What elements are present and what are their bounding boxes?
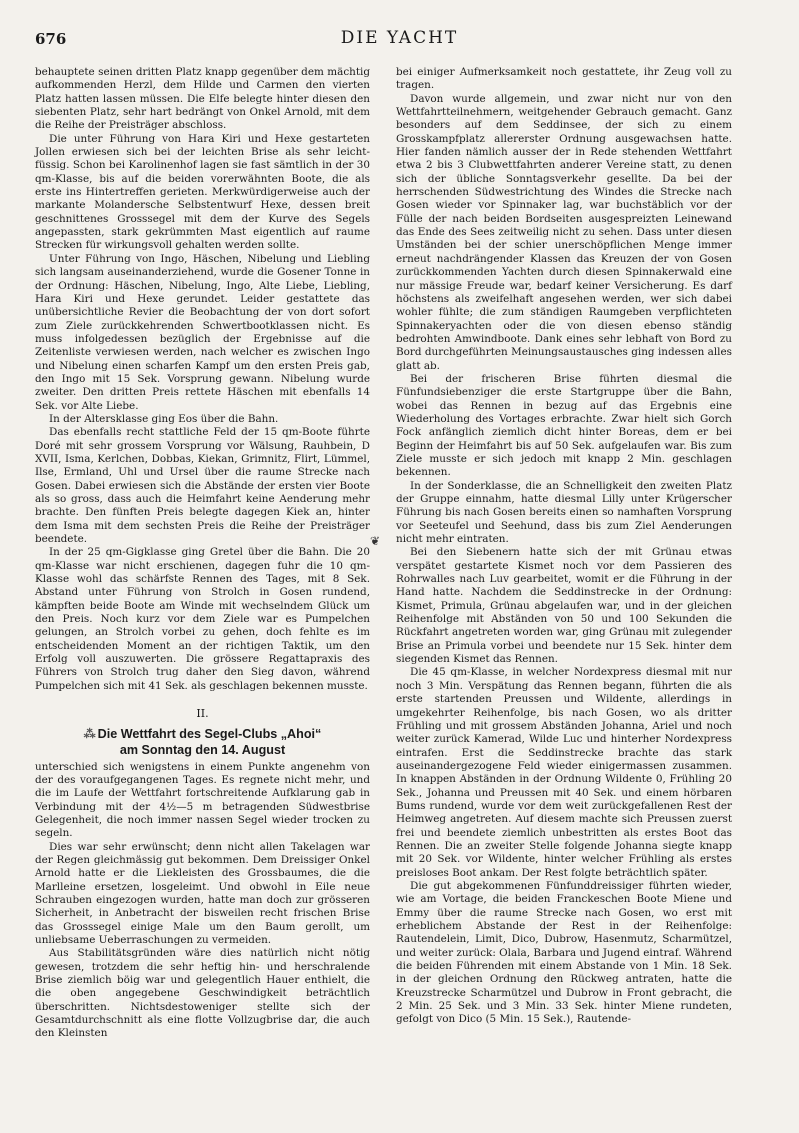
section-paragraph: unterschied sich wenigstens in einem Punkte angenehm von der des voraufgegangenen Tages. Es regnete nicht mehr, und die im Laufe der Wettfahrt fortschreitende Aufklarung gab in Verbindung mit der 4½—5 m betragenden Südwestbrise Gelegenheit, die noch immer nassen Segel wieder trocken zu segeln. <box>35 760 370 840</box>
right-paragraph: Bei den Siebenern hatte sich der mit Grünau etwas verspätet gestartete Kismet noch vor dem Passieren des Rohrwalles nach Luv gearbeitet, womit er die Führung in der Hand hatte. Nachdem die Seddinstrecke in der Ordnung: Kismet, Primula, Grünau abgelaufen war, und in der gleichen Reihenfolge mit Abständen von 50 und 100 Sekunden die Rückfahrt angetreten worden war, ging Grünau mit zulegender Brise an Primula vorbei und beendete nur 15 Sek. hinter dem siegenden Kismet das Rennen. <box>396 546 732 666</box>
article-title <box>35 726 370 758</box>
right-paragraph: Bei der frischeren Brise führten diesmal die Fünfundsiebenziger die erste Startgruppe über die Bahn, wobei das Rennen in bezug auf das Ergebnis eine Wiederholung des Vortages erbrachte. Zwar hielt sich Gorch Fock anfänglich ziemlich dicht hinter Boreas, dem er bei Beginn der Heimfahrt bis auf 50 Sek. aufgelaufen war. Bis zum Ziele musste er sich jedoch mit knapp 2 Min. geschlagen bekennen. <box>396 372 732 479</box>
left-paragraph: Das ebenfalls recht stattliche Feld der 15 qm-Boote führte Doré mit sehr grossem Vorsprung vor Wälsung, Rauhbein, D XVII, Isma, Kerlchen, Dobbas, Kiekan, Grimnitz, Flirt, Lümmel, Ilse, Ermland, Uhl und Ursel über die raume Strecke nach Gosen. Dabei erwiesen sich die Abstände der ersten vier Boote als so gross, dass auch die Heimfahrt keine Aenderung mehr brachte. Den fünften Preis belegte dagegen Kiek an, hinter dem Isma mit dem sechsten Preis die Reihe der Preisträger beendete. <box>35 426 370 546</box>
section-number: II. <box>196 707 209 721</box>
article-title-line2: am Sonntag den 14. August <box>119 742 286 757</box>
right-paragraph: Davon wurde allgemein, und zwar nicht nur von den Wettfahrtteilnehmern, weitgehender Gebrauch gemacht. Ganz besonders auf dem Seddinsee, der sich zu einem Grosskampfplatz allererster Ordnung ausgewachsen hatte. Hier fanden nämlich ausser der in Rede stehenden Wettfahrt etwa 2 bis 3 Clubwettfahrten anderer Vereine statt, zu denen sich der übliche Sonntagsverkehr gesellte. Da bei der herrschenden Südwestrichtung des Windes die Strecke nach Gosen wieder vor Spinnaker lag, war buchstäblich vor der Fülle der nach beiden Bordseiten ausgespreizten Leinewand das Ende des Sees zeitweilig nicht zu sehen. Dass unter diesen Umständen bei der schier unerschöpflichen Menge immer erneut nachdrängender Klassen das Kreuzen der von Gosen zurückkommenden Yachten durch diesen Spinnakerwald eine nur mässige Freude war, bedarf keiner Versicherung. Es darf höchstens als zweifelhaft angesehen werden, wer sich dabei wohler fühlte; die zum ständigen Raumgeben verpflichteten Spinnakeryachten oder die von diesen ebenso ständig bedrohten Amwindboote. Dank eines sehr lebhaft von Bord zu Bord durchgeführten Meinungsaustausches ging indessen alles glatt ab. <box>396 92 732 372</box>
running-title: DIE YACHT <box>340 28 459 48</box>
margin-mark-icon: ❦ <box>370 534 381 548</box>
ornament-icon: ⁂ <box>83 726 96 741</box>
right-paragraph: Die gut abgekommenen Fünfunddreissiger führten wieder, wie am Vortage, die beiden Franckeschen Boote Miene und Emmy über die raume Strecke nach Gosen, wo erst mit erheblichem Abstande der Rest in der Reihenfolge: Rautendelein, Limit, Dico, Dubrow, Hasenmutz, Scharmützel, und weiter zurück: Olala, Barbara und Jugend eintraf. Während die beiden Führenden mit einem Abstande von 1 Min. 18 Sek. in der gleichen Ordnung den Rückweg antraten, hatte die Kreuzstrecke Scharmützel und Dubrow in Front gebracht, die 2 Min. 25 Sek. und 3 Min. 33 Sek. hinter Miene rundeten, gefolgt von Dico (5 Min. 15 Sek.), Rautende- <box>396 879 732 1026</box>
left-column <box>35 66 370 1041</box>
left-paragraph: In der 25 qm-Gigklasse ging Gretel über die Bahn. Die 20 qm-Klasse war nicht erschienen, dagegen fuhr die 10 qm-Klasse wohl das schärfste Rennen des Tages, mit 8 Sek. Abstand unter Führung von Strolch in Gosen rundend, kämpften beide Boote am Winde mit wechselndem Glück um den Preis. Noch kurz vor dem Ziele war es Pumpelchen gelungen, an Strolch vorbei zu gehen, doch fehlte es im entscheidenden Moment an der richtigen Taktik, um den Erfolg voll auszuwerten. Die grössere Regattapraxis des Führers von Strolch trug daher den Sieg davon, während Pumpelchen sich mit 41 Sek. als geschlagen bekennen musste. <box>35 546 370 692</box>
left-paragraph: Die unter Führung von Hara Kiri und Hexe gestarteten Jollen erwiesen sich bei der leichten Brise als sehr leicht-füssig. Schon bei Karolinenhof lagen sie fast sämtlich in der 30 qm-Klasse, bis auf die beiden vorerwähnten Boote, die als erste ins Hintertreffen gerieten. Merkwürdigerweise auch der markante Molandersche Selbstentwurf Hexe, dessen breit geschnittenes Grosssegel mit dem der Kurve des Segels angepassten, stark gekrümmten Mast eigentlich auf raume Strecken für wirkungsvoll gehalten werden sollte. <box>35 132 370 252</box>
right-paragraph: In der Sonderklasse, die an Schnelligkeit den zweiten Platz der Gruppe einnahm, hatte diesmal Lilly unter Krügerscher Führung bis nach Gosen bereits einen so namhaften Vorsprung vor Seeteufel und Seehund, dass bis zum Ziel Aenderungen nicht mehr eintraten. <box>396 479 732 546</box>
right-paragraph: bei einiger Aufmerksamkeit noch gestattete, ihr Zeug voll zu tragen. <box>396 66 732 92</box>
right-paragraph: Die 45 qm-Klasse, in welcher Nordexpress diesmal mit nur noch 3 Min. Verspätung das Rennen begann, führten die als erste startenden Preussen und Wildente, allerdings in umgekehrter Reihenfolge, bis nach Gosen, wo als dritter Frühling und mit grossem Abständen Johanna, Ariel und noch weiter zurück Kamerad, Wilde Luc und hinterher Nordexpress eintrafen. Erst die Seddinstrecke brachte das stark auseinandergezogene Feld wieder einigermassen zusammen. In knappen Abständen in der Ordnung Wildente 0, Frühling 20 Sek., Johanna und Preussen mit 40 Sek. und einem hörbaren Bums rundend, wurde vor dem weit zurückgefallenen Rest der Heimweg angetreten. Auf diesem machte sich Preussen zuerst frei und beendete ziemlich unbestritten als erstes Boot das Rennen. Die an zweiter Stelle folgende Johanna siegte knapp mit 20 Sek. vor Wildente, hinter welcher Frühling als erstes preisloses Boot ankam. Der Rest folgte beträchtlich später. <box>396 666 732 879</box>
page-number: 676 <box>35 30 67 48</box>
left-paragraph: In der Altersklasse ging Eos über die Bahn. <box>49 412 279 425</box>
left-paragraph: behauptete seinen dritten Platz knapp gegenüber dem mächtig aufkommenden Herzl, dem Hilde und Carmen den vierten Platz hatten lassen müssen. Die Elfe belegte hinter diesen den siebenten Platz, sehr hart bedrängt von Onkel Arnold, mit dem die Reihe der Preisträger abschloss. <box>35 66 370 132</box>
left-paragraph: Unter Führung von Ingo, Häschen, Nibelung und Liebling sich langsam auseinanderziehend, wurde die Gosener Tonne in der Ordnung: Häschen, Nibelung, Ingo, Alte Liebe, Liebling, Hara Kiri und Hexe gerundet. Leider gestattete das unübersichtliche Revier die Beobachtung der von dort sofort zum Ziele zurückkehrenden Schwertbootklassen nicht. Es muss infolgedessen bezüglich der Ergebnisse auf die Zeitenliste verwiesen werden, nach welcher es zwischen Ingo und Nibelung einen scharfen Kampf um den ersten Preis gab, den Ingo mit 15 Sek. Vorsprung gewann. Nibelung wurde zweiter. Den dritten Preis rettete Häschen mit ebenfalls 14 Sek. vor Alte Liebe. <box>35 252 370 412</box>
section-paragraph: Aus Stabilitätsgründen wäre dies natürlich nicht nötig gewesen, trotzdem die sehr heftig hin- und herschralende Brise ziemlich böig war und gelegentlich Hauer enthielt, die die oben angegebene Geschwindigkeit beträchtlich überschritten. Nichtsdestoweniger stellte sich der Gesamtdurchschnitt als eine flotte Vollzugbrise dar, die auch den Kleinsten <box>35 947 370 1040</box>
section-paragraph: Dies war sehr erwünscht; denn nicht allen Takelagen war der Regen gleichmässig gut bekommen. Dem Dreissiger Onkel Arnold hatte er die Liekleisten des Grossbaumes, die die Marlleine ersetzen, losgeleimt. Und obwohl in Eile neue Schrauben eingezogen wurden, hatte man doch zur grösseren Sicherheit, in Anbetracht der bisweilen recht frischen Brise das Grosssegel einige Male um den Baum gerollt, um unliebsame Ueberraschungen zu vermeiden. <box>35 840 370 946</box>
right-column <box>396 66 732 1027</box>
article-title-line1: Die Wettfahrt des Segel-Clubs „Ahoi“ <box>97 726 322 741</box>
